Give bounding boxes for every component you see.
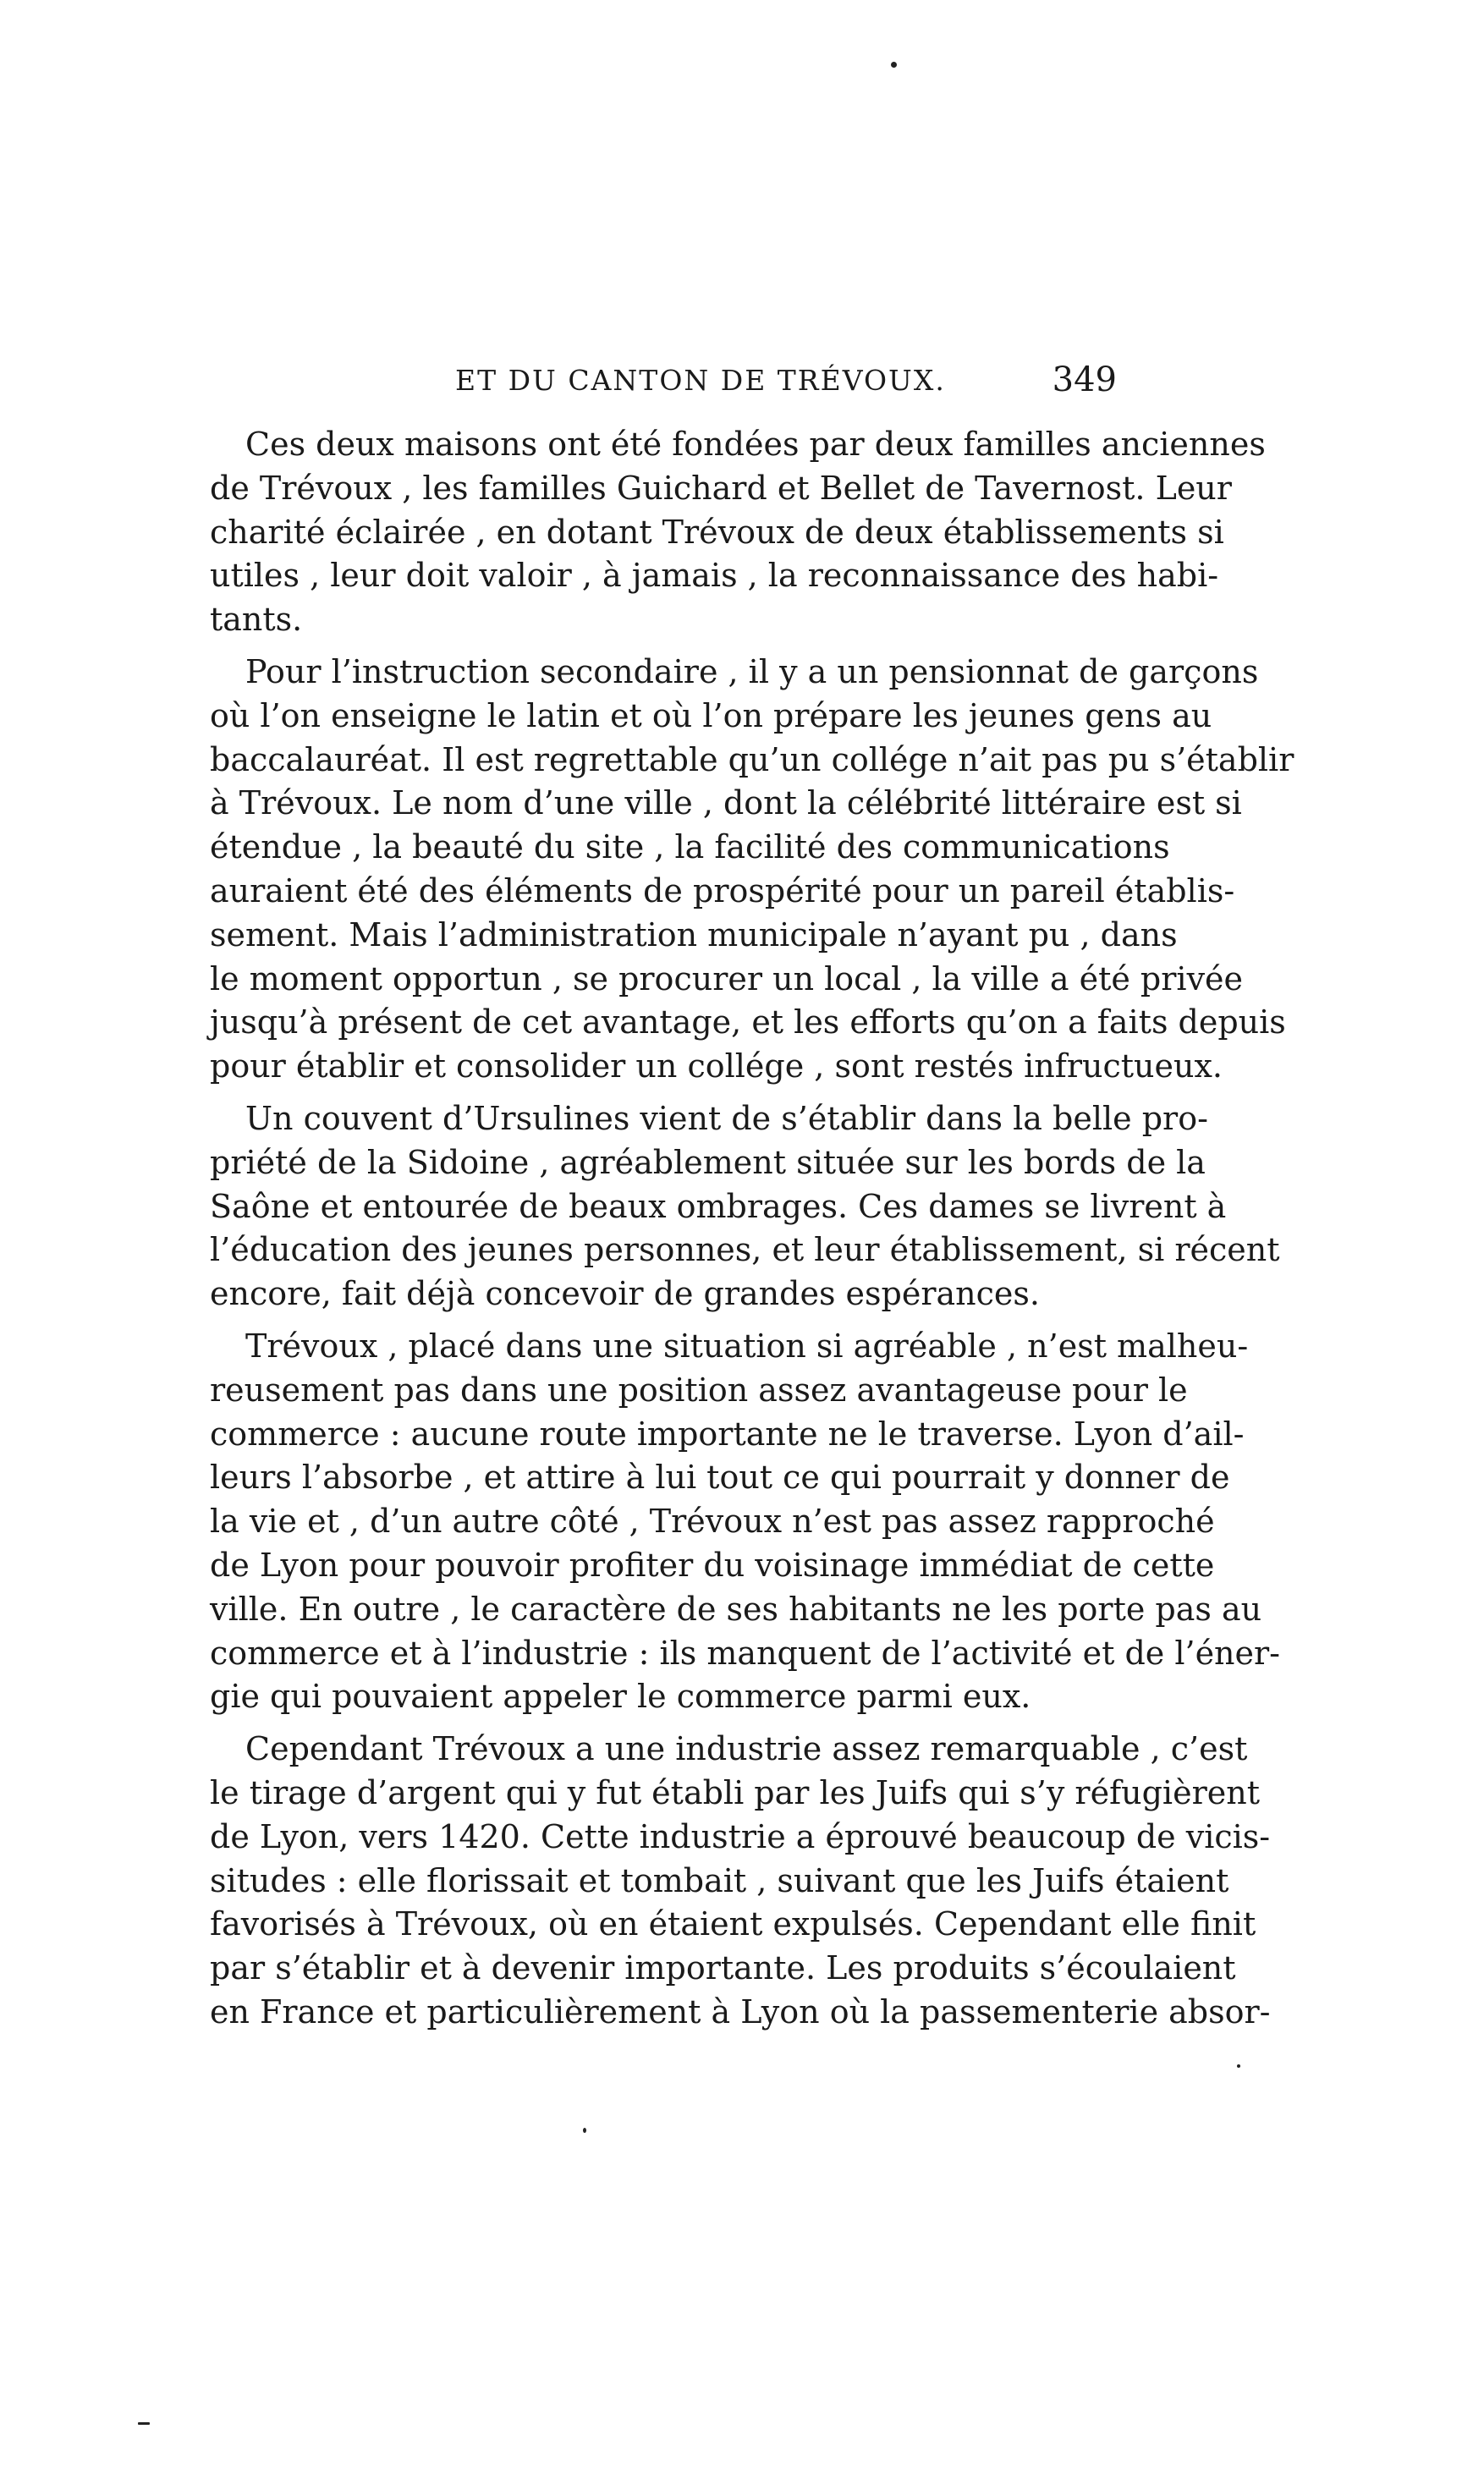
paragraph-3 xyxy=(210,1097,1280,1316)
paragraph-5 xyxy=(210,1728,1271,2035)
text-line: auraient été des éléments de prospérité pour un pareil établis- xyxy=(210,871,1235,910)
text-line: charité éclairée , en dotant Trévoux de deux établissements si xyxy=(210,513,1224,551)
text-line: situdes : elle florissait et tombait , suivant que les Juifs étaient xyxy=(210,1861,1229,1899)
text-line: encore, fait déjà concevoir de grandes espérances. xyxy=(210,1275,1040,1313)
text-line: ville. En outre , le caractère de ses habitants ne les porte pas au xyxy=(210,1590,1262,1628)
body-text xyxy=(210,423,1294,2043)
ink-speck xyxy=(1237,2064,1240,2068)
text-line: jusqu’à présent de cet avantage, et les efforts qu’on a faits depuis xyxy=(210,1003,1286,1041)
running-title: ET DU CANTON DE TRÉVOUX. xyxy=(455,364,946,397)
paragraph-4 xyxy=(210,1325,1281,1719)
text-line: Saône et entourée de beaux ombrages. Ces dames se livrent à xyxy=(210,1187,1227,1225)
text-line: Pour l’instruction secondaire , il y a un pensionnat de garçons xyxy=(245,652,1259,690)
page-number: 349 xyxy=(1052,360,1117,399)
text-line: gie qui pouvaient appeler le commerce parmi eux. xyxy=(210,1678,1031,1716)
text-line: où l’on enseigne le latin et où l’on prépare les jeunes gens au xyxy=(210,696,1212,734)
text-line: baccalauréat. Il est regrettable qu’un collége n’ait pas pu s’établir xyxy=(210,740,1294,778)
page-header xyxy=(210,360,1117,415)
ink-speck xyxy=(891,62,897,68)
text-line: le tirage d’argent qui y fut établi par les Juifs qui s’y réfugièrent xyxy=(210,1773,1260,1811)
text-line: de Lyon, vers 1420. Cette industrie a éprouvé beaucoup de vicis- xyxy=(210,1817,1271,1855)
text-line: commerce : aucune route importante ne le traverse. Lyon d’ail- xyxy=(210,1415,1245,1453)
text-line: le moment opportun , se procurer un local , la ville a été privée xyxy=(210,959,1244,997)
text-line: reusement pas dans une position assez avantageuse pour le xyxy=(210,1371,1188,1409)
text-line: de Lyon pour pouvoir profiter du voisinage immédiat de cette xyxy=(210,1546,1215,1584)
text-line: Ces deux maisons ont été fondées par deux familles anciennes xyxy=(245,426,1266,463)
text-line: par s’établir et à devenir importante. Les produits s’écoulaient xyxy=(210,1949,1236,1987)
text-line: la vie et , d’un autre côté , Trévoux n’est pas assez rapproché xyxy=(210,1503,1215,1541)
text-line: tants. xyxy=(210,601,303,639)
text-line: pour établir et consolider un collége , sont restés infructueux. xyxy=(210,1047,1223,1085)
text-line: leurs l’absorbe , et attire à lui tout ce qui pourrait y donner de xyxy=(210,1459,1230,1497)
text-line: sement. Mais l’administration municipale n’ayant pu , dans xyxy=(210,915,1178,953)
paragraph-1 xyxy=(210,423,1266,642)
text-line: Cependant Trévoux a une industrie assez remarquable , c’est xyxy=(245,1730,1248,1768)
text-line: l’éducation des jeunes personnes, et leur établissement, si récent xyxy=(210,1231,1280,1269)
text-line: priété de la Sidoine , agréablement située sur les bords de la xyxy=(210,1143,1206,1181)
text-line: en France et particulièrement à Lyon où la passementerie absor- xyxy=(210,1992,1271,2031)
ink-speck xyxy=(583,2128,586,2133)
ink-speck xyxy=(138,2422,150,2425)
text-line: à Trévoux. Le nom d’une ville , dont la célébrité littéraire est si xyxy=(210,784,1242,822)
text-line: favorisés à Trévoux, où en étaient expulsés. Cependant elle finit xyxy=(210,1905,1256,1943)
paragraph-2 xyxy=(210,651,1294,1089)
text-line: étendue , la beauté du site , la facilité des communications xyxy=(210,828,1170,866)
text-line: commerce et à l’industrie : ils manquent de l’activité et de l’éner- xyxy=(210,1634,1281,1672)
text-line: Trévoux , placé dans une situation si agréable , n’est malheu- xyxy=(245,1327,1249,1365)
text-line: de Trévoux , les familles Guichard et Bellet de Tavernost. Leur xyxy=(210,469,1232,507)
text-line: Un couvent d’Ursulines vient de s’établir dans la belle pro- xyxy=(245,1099,1208,1137)
text-line: utiles , leur doit valoir , à jamais , la reconnaissance des habi- xyxy=(210,557,1219,595)
